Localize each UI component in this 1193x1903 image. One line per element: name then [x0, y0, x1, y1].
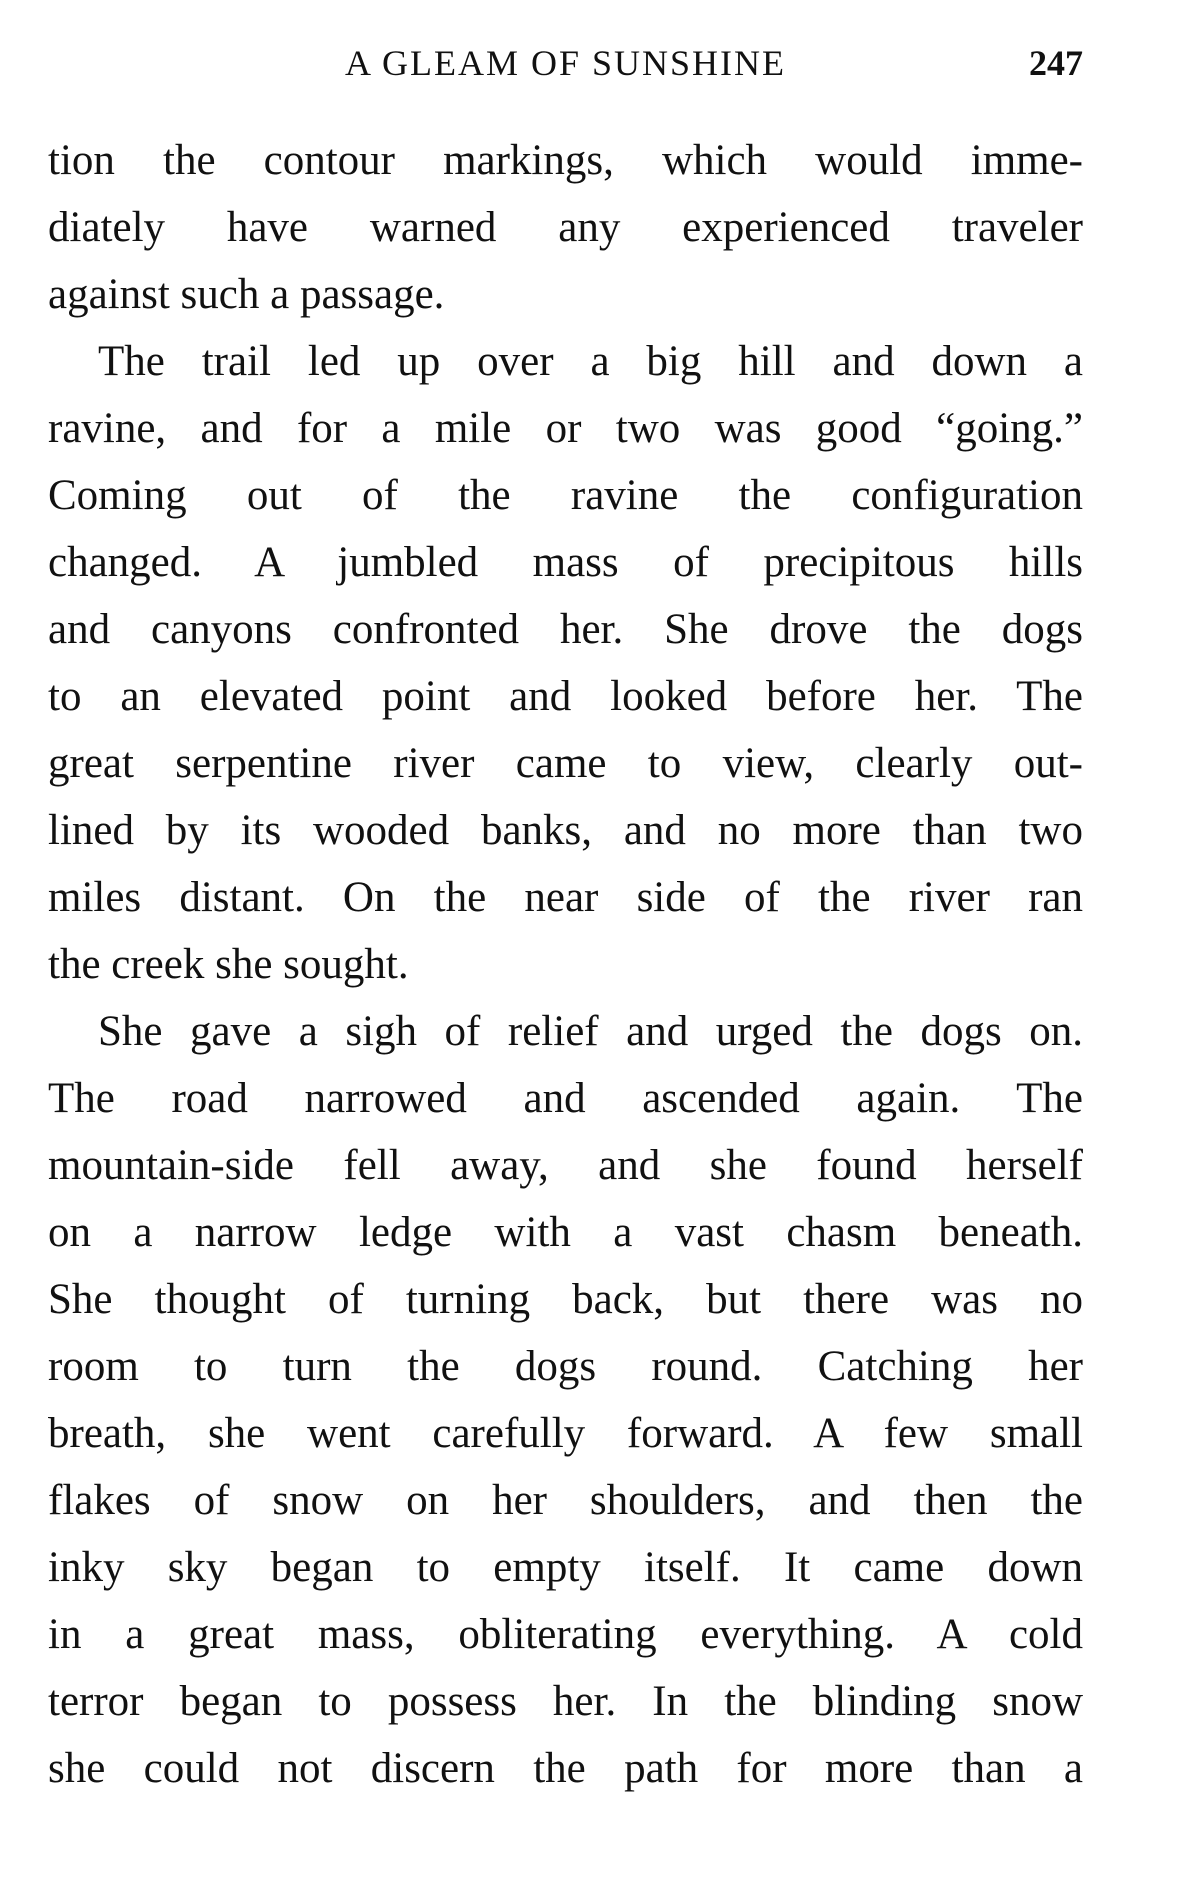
text-line: miles distant. On the near side of the river ran — [48, 874, 1083, 921]
text-line: flakes of snow on her shoulders, and then the — [48, 1477, 1083, 1524]
text-line: inky sky began to empty itself. It came down — [48, 1544, 1083, 1591]
text-line: on a narrow ledge with a vast chasm beneath. — [48, 1209, 1083, 1256]
text-line: in a great mass, obliterating everything. A cold — [48, 1611, 1083, 1658]
text-line: Coming out of the ravine the configuration — [48, 472, 1083, 519]
text-line: to an elevated point and looked before her. The — [48, 673, 1083, 720]
text-line: mountain-side fell away, and she found herself — [48, 1142, 1083, 1189]
text-line: the creek she sought. — [48, 941, 409, 988]
text-line: great serpentine river came to view, clearly out- — [48, 740, 1083, 787]
text-line: room to turn the dogs round. Catching her — [48, 1343, 1083, 1390]
page-number: 247 — [1029, 43, 1083, 83]
text-line: lined by its wooded banks, and no more than two — [48, 807, 1083, 854]
text-line: The trail led up over a big hill and down a — [98, 338, 1083, 385]
text-line: tion the contour markings, which would imme- — [48, 137, 1083, 184]
text-line: breath, she went carefully forward. A few small — [48, 1410, 1083, 1457]
text-line: diately have warned any experienced traveler — [48, 204, 1083, 251]
text-line: and canyons confronted her. She drove the dogs — [48, 606, 1083, 653]
text-line: The road narrowed and ascended again. The — [48, 1075, 1083, 1122]
text-line: She gave a sigh of relief and urged the dogs on. — [98, 1008, 1083, 1055]
running-head — [48, 38, 1083, 88]
text-line: she could not discern the path for more than a — [48, 1745, 1083, 1792]
text-line: terror began to possess her. In the blinding snow — [48, 1678, 1083, 1725]
text-line: against such a passage. — [48, 271, 445, 318]
text-line: changed. A jumbled mass of precipitous hills — [48, 539, 1083, 586]
text-line: She thought of turning back, but there was no — [48, 1276, 1083, 1323]
body-text — [48, 127, 1083, 1802]
text-line: ravine, and for a mile or two was good “going.” — [48, 405, 1083, 452]
running-title: A GLEAM OF SUNSHINE — [344, 43, 787, 83]
